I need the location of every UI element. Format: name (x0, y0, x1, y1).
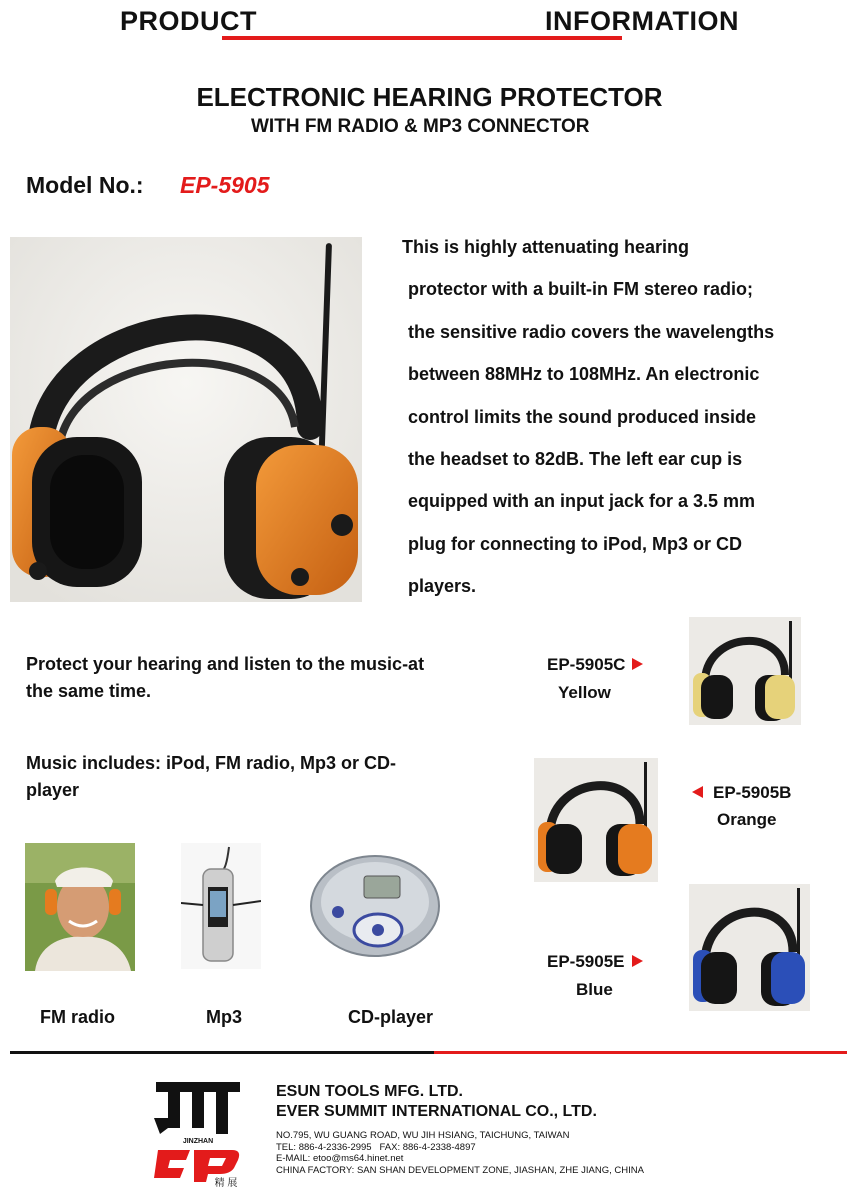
footer-divider-black (10, 1051, 434, 1054)
description-line: equipped with an input jack for a 3.5 mm (408, 491, 756, 512)
description-line: players. (408, 576, 477, 597)
protect-tagline: Protect your hearing and listen to the music-at the same time. (26, 654, 425, 701)
page-header-title: PRODUCT INFORMATION (120, 6, 739, 36)
hearing-protector-icon (689, 617, 801, 725)
product-subtitle: WITH FM RADIO & MP3 CONNECTOR (251, 116, 590, 137)
company-logo (150, 1078, 246, 1188)
description-line: plug for connecting to iPod, Mp3 or CD (408, 533, 742, 554)
arrow-left-icon (692, 786, 703, 798)
variant-color-orange: Orange (717, 810, 777, 829)
arrow-right-icon (632, 955, 643, 967)
cd-player-photo (308, 850, 443, 960)
description-line: protector with a built-in FM stereo radio; (408, 279, 754, 300)
factory-line: CHINA FACTORY: SAN SHAN DEVELOPMENT ZONE, JIASHAN, ZHE JIANG, CHINA (276, 1164, 644, 1176)
main-product-photo (10, 237, 362, 602)
variant-code-text: EP-5905C (547, 655, 626, 674)
cd-player-icon (308, 850, 443, 960)
man-with-headset-icon (25, 843, 135, 971)
arrow-right-icon (632, 658, 643, 670)
caption-cd-player: CD-player (348, 1007, 434, 1027)
description-line: control limits the sound produced inside (408, 406, 757, 427)
variant-photo-yellow (689, 617, 801, 725)
model-label: Model No.: (26, 172, 144, 198)
caption-fm-radio: FM radio (40, 1007, 115, 1027)
variant-code-blue (547, 952, 643, 972)
caption-mp3: Mp3 (206, 1007, 242, 1027)
variant-code-yellow (547, 655, 643, 675)
description-line: This is highly attenuating hearing (402, 237, 690, 257)
description-line: the sensitive radio covers the wavelengths (408, 321, 775, 342)
model-number: EP-5905 (180, 172, 270, 198)
description-line: the headset to 82dB. The left ear cup is (408, 449, 743, 470)
description-line: between 88MHz to 108MHz. An electronic (408, 364, 760, 385)
variant-code-text: EP-5905E (547, 952, 625, 971)
contact-line: TEL: 886-4-2336-2995 FAX: 886-4-2338-4897 (276, 1141, 476, 1153)
variant-code-text: EP-5905B (713, 783, 792, 802)
fm-radio-photo (25, 843, 135, 971)
hearing-protector-icon (534, 758, 658, 882)
jinzhan-logo-icon (150, 1078, 246, 1188)
music-tagline: Music includes: iPod, FM radio, Mp3 or CD-player (26, 753, 397, 800)
mp3-player-icon (181, 843, 261, 969)
hearing-protector-icon (10, 237, 362, 602)
company-name-secondary: EVER SUMMIT INTERNATIONAL CO., LTD. (276, 1103, 597, 1120)
header-underline (222, 36, 622, 40)
company-address-block (276, 1130, 644, 1176)
email-line: E-MAIL: etoo@ms64.hinet.net (276, 1153, 404, 1164)
footer-divider-red (434, 1051, 847, 1054)
variant-photo-orange (534, 758, 658, 882)
mp3-player-photo (181, 843, 261, 969)
variant-code-orange (692, 783, 791, 803)
logo-chinese-text: 精 展 (214, 1178, 238, 1188)
logo-text: JINZHAN (182, 1138, 214, 1145)
hearing-protector-icon (689, 884, 810, 1011)
variant-color-yellow: Yellow (558, 683, 611, 702)
company-name-primary: ESUN TOOLS MFG. LTD. (276, 1083, 463, 1100)
product-description (402, 226, 852, 608)
variant-photo-blue (689, 884, 810, 1011)
variant-color-blue: Blue (576, 980, 613, 999)
product-title: ELECTRONIC HEARING PROTECTOR (196, 82, 663, 112)
address-line: NO.795, WU GUANG ROAD, WU JIH HSIANG, TAICHUNG, TAIWAN (276, 1130, 570, 1141)
